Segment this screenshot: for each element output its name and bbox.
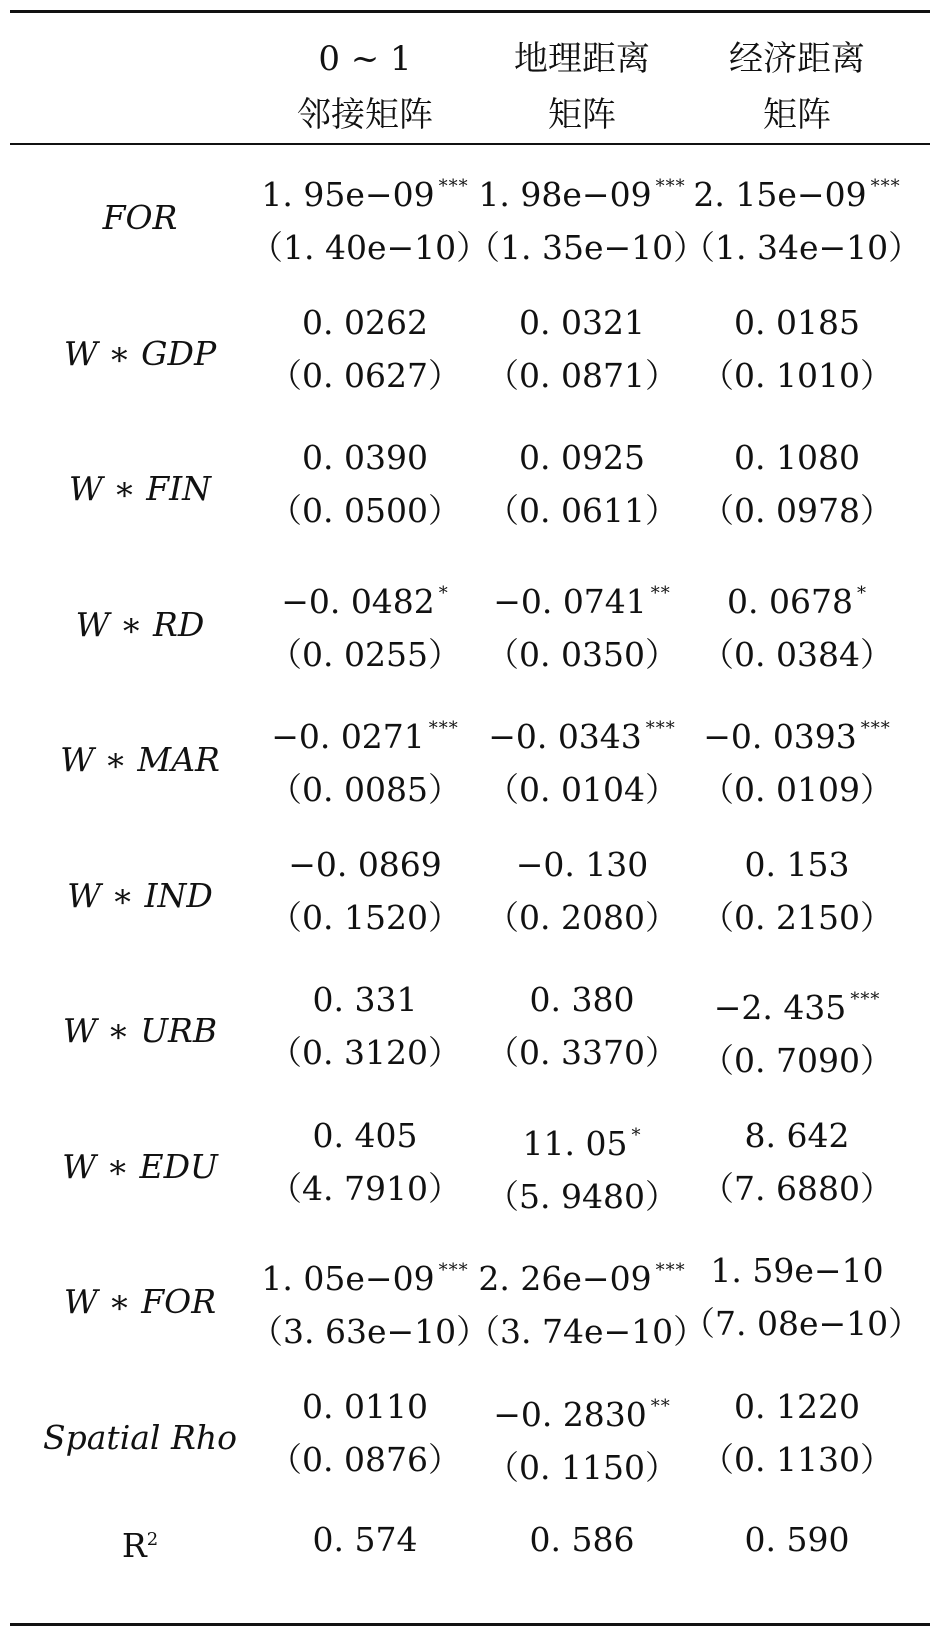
table-row — [10, 1099, 930, 1235]
table-cell — [467, 973, 697, 1079]
coefficient-line — [467, 1380, 697, 1441]
table-cell — [682, 431, 912, 537]
table-cell — [682, 1244, 922, 1350]
table-cell — [467, 1244, 707, 1358]
column-header-line1: 0 ~ 1 — [318, 39, 412, 79]
coefficient: 0. 0321 — [519, 302, 645, 342]
coefficient-line — [250, 431, 480, 484]
coefficient-line — [682, 160, 912, 221]
table-cell — [467, 1109, 697, 1223]
table-cell — [682, 702, 912, 816]
significance-stars: * — [438, 582, 449, 604]
row-label: W ∗ MAR — [60, 740, 220, 779]
coefficient: −0. 0482 — [281, 581, 435, 621]
coefficient: −0. 130 — [515, 844, 649, 884]
significance-stars: *** — [428, 718, 459, 739]
standard-error: （7. 6880） — [701, 1168, 893, 1208]
coefficient-line — [250, 1109, 480, 1162]
coefficient-line — [682, 1380, 912, 1433]
standard-error: （0. 2080） — [486, 897, 678, 937]
standard-error: （0. 0109） — [701, 770, 893, 809]
standard-error: （0. 0384） — [701, 634, 893, 674]
standard-error: （0. 0978） — [701, 491, 893, 530]
coefficient: 0. 0390 — [302, 438, 428, 477]
coefficient: −0. 0869 — [288, 844, 442, 884]
table-cell — [250, 567, 480, 681]
coefficient: 11. 05 — [522, 1123, 628, 1163]
standard-error: （0. 1130） — [701, 1439, 893, 1479]
table-row — [10, 828, 930, 964]
coefficient-line — [682, 702, 912, 763]
coefficient: 0. 405 — [312, 1115, 418, 1155]
coefficient-line — [682, 431, 912, 484]
r2-value: 0. 590 — [744, 1520, 850, 1559]
coefficient: −0. 0393 — [703, 717, 857, 756]
standard-error: （1. 34e−10） — [682, 228, 922, 267]
coefficient-line — [467, 431, 697, 484]
r2-label-text: R — [121, 1526, 147, 1565]
table-row — [10, 963, 930, 1099]
table-cell — [682, 160, 922, 274]
standard-error: （0. 0085） — [269, 770, 461, 809]
coefficient-line — [467, 838, 697, 891]
coefficient-line — [250, 160, 480, 221]
table-cell — [682, 838, 912, 944]
table-row — [10, 150, 930, 286]
coefficient: −0. 0271 — [271, 717, 425, 756]
column-header-line1: 经济距离 — [729, 39, 865, 79]
significance-stars: *** — [870, 176, 901, 197]
standard-error: （3. 74e−10） — [467, 1312, 707, 1351]
row-label: W ∗ URB — [62, 1011, 218, 1050]
coefficient-line — [682, 567, 912, 628]
table-cell — [250, 1109, 480, 1215]
coefficient: 2. 26e−09 — [478, 1259, 652, 1298]
standard-error: （0. 1010） — [701, 355, 893, 395]
column-header-line2: 矩阵 — [763, 95, 831, 135]
coefficient-line — [467, 1244, 697, 1305]
coefficient: −0. 0343 — [488, 717, 642, 756]
table-cell — [467, 431, 697, 537]
standard-error: （1. 40e−10） — [250, 228, 490, 267]
significance-stars: *** — [438, 176, 469, 197]
column-header-line2: 矩阵 — [548, 95, 616, 135]
standard-error: （5. 9480） — [486, 1176, 678, 1216]
significance-stars: ** — [650, 1395, 671, 1417]
table-cell — [682, 1109, 912, 1215]
table-cell — [467, 1380, 697, 1494]
coefficient: 8. 642 — [744, 1115, 850, 1155]
row-label: FOR — [102, 198, 178, 237]
column-header-line1: 地理距离 — [514, 39, 650, 79]
table-row — [10, 421, 930, 557]
row-label: W ∗ RD — [75, 604, 205, 644]
coefficient-line — [682, 838, 912, 891]
table-cell — [250, 160, 490, 274]
coefficient: 0. 0262 — [302, 302, 428, 342]
significance-stars: * — [631, 1124, 642, 1146]
standard-error: （0. 0350） — [486, 634, 678, 674]
standard-error: （0. 0104） — [486, 770, 678, 809]
standard-error: （0. 3120） — [269, 1033, 461, 1072]
coefficient: 0. 1220 — [734, 1386, 860, 1426]
column-header-3 — [682, 31, 912, 143]
coefficient-line — [467, 973, 697, 1026]
significance-stars: * — [856, 582, 867, 604]
top-rule — [10, 10, 930, 13]
significance-stars: *** — [438, 1260, 469, 1281]
row-label: W ∗ IND — [67, 875, 213, 915]
table-cell — [250, 296, 480, 402]
coefficient-line — [250, 1380, 480, 1433]
column-header-2 — [467, 31, 697, 143]
coefficient-line — [467, 296, 697, 349]
coefficient-line — [682, 973, 912, 1034]
bottom-rule — [10, 1623, 930, 1626]
table-row — [10, 1370, 930, 1506]
table-cell — [250, 1380, 480, 1486]
standard-error: （0. 7090） — [701, 1041, 893, 1080]
coefficient-line — [250, 838, 480, 891]
coefficient: −0. 2830 — [493, 1394, 647, 1434]
r2-value: 0. 574 — [312, 1520, 418, 1559]
standard-error: （0. 3370） — [486, 1033, 678, 1072]
row-label: W ∗ FIN — [68, 469, 212, 508]
significance-stars: *** — [655, 1260, 686, 1281]
row-label: W ∗ EDU — [62, 1146, 218, 1186]
standard-error: （0. 0871） — [486, 355, 678, 395]
coefficient-line — [250, 702, 480, 763]
coefficient-line — [250, 296, 480, 349]
significance-stars: *** — [850, 989, 881, 1010]
table-cell — [682, 973, 912, 1087]
coefficient: 2. 15e−09 — [693, 175, 867, 214]
standard-error: （7. 08e−10） — [682, 1304, 922, 1343]
coefficient: 0. 153 — [744, 844, 850, 884]
coefficient-line — [467, 1109, 697, 1170]
coefficient: −2. 435 — [713, 988, 847, 1027]
table-row — [10, 692, 930, 828]
coefficient-line — [467, 702, 697, 763]
table-cell — [682, 296, 912, 402]
standard-error: （0. 2150） — [701, 897, 893, 937]
row-label: W ∗ GDP — [63, 333, 217, 373]
coefficient: 1. 95e−09 — [261, 175, 435, 214]
significance-stars: *** — [645, 718, 676, 739]
table-cell — [682, 567, 912, 681]
standard-error: （0. 0876） — [269, 1439, 461, 1479]
coefficient: −0. 0741 — [493, 581, 647, 621]
coefficient: 0. 331 — [312, 980, 418, 1019]
table-cell — [250, 973, 480, 1079]
table-row — [10, 557, 930, 693]
r2-superscript: 2 — [146, 1529, 159, 1550]
column-header-line2: 邻接矩阵 — [297, 95, 433, 135]
standard-error: （4. 7910） — [269, 1168, 461, 1208]
coefficient-line — [250, 973, 480, 1026]
coefficient-line — [467, 160, 697, 221]
table-cell — [250, 702, 480, 816]
coefficient: 0. 0925 — [519, 438, 645, 477]
row-label — [30, 1515, 250, 1571]
standard-error: （0. 1520） — [269, 897, 461, 937]
table-row — [10, 1234, 930, 1370]
coefficient-line — [467, 567, 697, 628]
table-cell — [250, 838, 480, 944]
standard-error: （0. 0255） — [269, 634, 461, 674]
table-cell — [467, 567, 697, 681]
table-row-r2 — [10, 1505, 930, 1595]
coefficient-line — [682, 296, 912, 349]
coefficient: 1. 05e−09 — [261, 1259, 435, 1298]
coefficient: 0. 0110 — [302, 1386, 428, 1426]
table-cell — [250, 431, 480, 537]
significance-stars: *** — [655, 176, 686, 197]
coefficient-line — [682, 1244, 912, 1297]
standard-error: （3. 63e−10） — [250, 1312, 490, 1351]
row-label: W ∗ FOR — [63, 1282, 217, 1321]
standard-error: （0. 0500） — [269, 491, 461, 530]
table-cell — [467, 296, 697, 402]
r2-value: 0. 586 — [529, 1520, 635, 1559]
standard-error: （0. 1150） — [486, 1447, 678, 1487]
coefficient-line — [250, 567, 480, 628]
coefficient-line — [250, 1244, 480, 1305]
standard-error: （0. 0627） — [269, 355, 461, 395]
coefficient: 0. 1080 — [734, 438, 860, 477]
table-cell — [467, 838, 697, 944]
table-cell — [467, 702, 697, 816]
table-cell — [682, 1380, 912, 1486]
table-row — [10, 286, 930, 422]
significance-stars: ** — [650, 582, 671, 604]
standard-error: （0. 0611） — [486, 491, 678, 530]
significance-stars: *** — [860, 718, 891, 739]
coefficient: 1. 59e−10 — [710, 1251, 884, 1290]
table-header — [10, 15, 930, 143]
header-rule — [10, 143, 930, 145]
column-header-1 — [250, 31, 480, 143]
coefficient: 0. 0678 — [727, 581, 853, 621]
table-cell — [467, 160, 707, 274]
coefficient: 0. 380 — [529, 980, 635, 1019]
row-label: Spatial Rho — [43, 1417, 237, 1457]
coefficient: 0. 0185 — [734, 302, 860, 342]
standard-error: （1. 35e−10） — [467, 228, 707, 267]
table-cell — [250, 1244, 490, 1358]
coefficient: 1. 98e−09 — [478, 175, 652, 214]
coefficient-line — [682, 1109, 912, 1162]
